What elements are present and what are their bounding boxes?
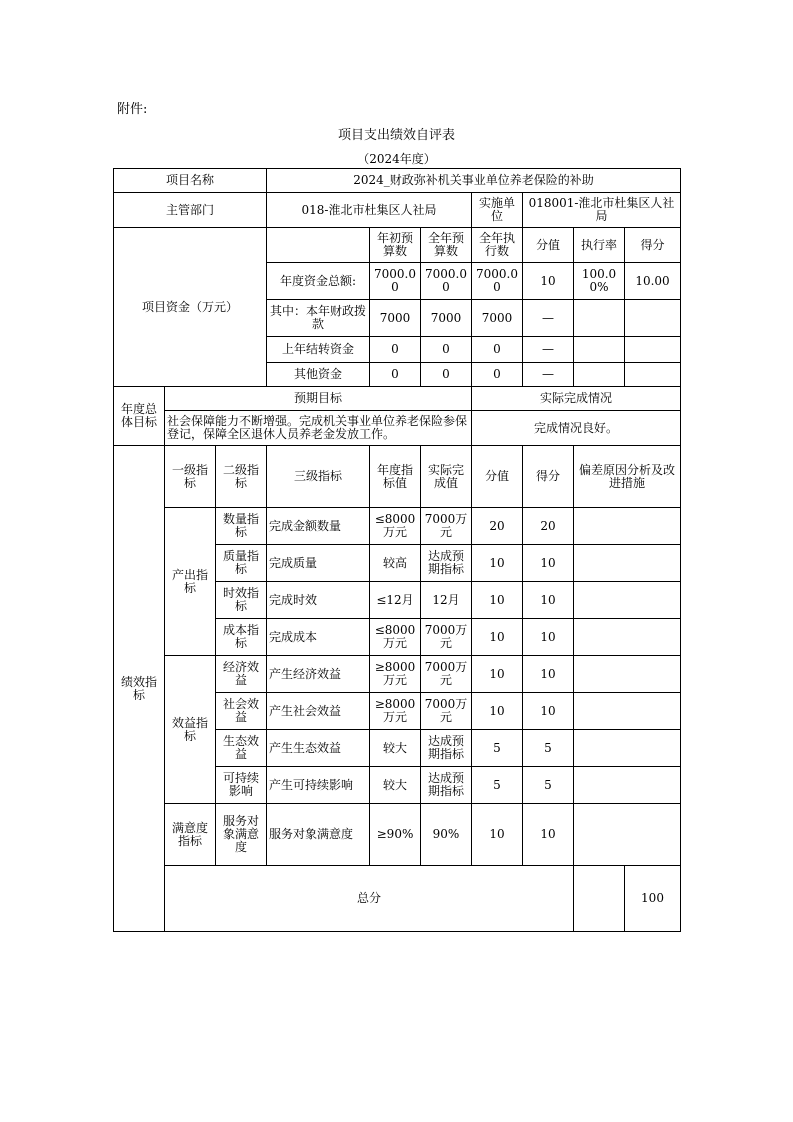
indicator-weight: 10 (472, 582, 523, 619)
level1-indicator: 产出指标 (165, 508, 216, 656)
funds-row-label: 其中：本年财政拨款 (267, 300, 370, 337)
indicator-score: 10 (523, 619, 574, 656)
funds-row-executed: 0 (472, 337, 523, 363)
goals-content-row (114, 411, 681, 446)
goals-expected-text: 社会保障能力不断增强。完成机关事业单位养老保险参保登记，保障全区退休人员养老金发放工作。 (165, 411, 472, 446)
indicator-weight: 5 (472, 767, 523, 804)
funds-row-executed: 7000 (472, 300, 523, 337)
level2-indicator: 社会效益 (216, 693, 267, 730)
indicator-deviation (574, 656, 681, 693)
indicator-actual: 达成预期指标 (421, 730, 472, 767)
performance-header-weight: 分值 (472, 446, 523, 508)
funds-header-score: 得分 (625, 228, 681, 263)
funds-row-label: 年度资金总额: (267, 263, 370, 300)
indicator-score: 5 (523, 730, 574, 767)
funds-header-row (114, 228, 681, 263)
funds-row-annual: 0 (421, 363, 472, 387)
funds-header-executed: 全年执行数 (472, 228, 523, 263)
level2-indicator: 数量指标 (216, 508, 267, 545)
total-label: 总分 (165, 866, 574, 932)
indicator-score: 10 (523, 693, 574, 730)
performance-header-actual: 实际完成值 (421, 446, 472, 508)
performance-header-level3: 三级指标 (267, 446, 370, 508)
performance-header-row (114, 446, 681, 508)
goals-actual-text: 完成情况良好。 (472, 411, 681, 446)
funds-row-weight: — (523, 337, 574, 363)
indicator-target: 较大 (370, 730, 421, 767)
level1-indicator: 效益指标 (165, 656, 216, 804)
funds-row-rate (574, 337, 625, 363)
indicator-deviation (574, 767, 681, 804)
level2-indicator: 经济效益 (216, 656, 267, 693)
funds-row-weight: — (523, 300, 574, 337)
indicator-weight: 5 (472, 730, 523, 767)
funds-row-executed: 7000.00 (472, 263, 523, 300)
indicator-target: ≥90% (370, 804, 421, 866)
funds-row-rate (574, 300, 625, 337)
funds-row-annual: 7000 (421, 300, 472, 337)
funds-row-executed: 0 (472, 363, 523, 387)
funds-label: 项目资金（万元） (114, 228, 267, 387)
funds-row-annual: 0 (421, 337, 472, 363)
level3-indicator: 完成金额数量 (267, 508, 370, 545)
funds-row-label: 其他资金 (267, 363, 370, 387)
indicator-row (114, 656, 681, 693)
indicator-deviation (574, 508, 681, 545)
funds-row-weight: 10 (523, 263, 574, 300)
department-label: 主管部门 (114, 193, 267, 228)
level2-indicator: 时效指标 (216, 582, 267, 619)
indicator-deviation (574, 545, 681, 582)
indicator-score: 10 (523, 656, 574, 693)
funds-row-initial: 7000 (370, 300, 421, 337)
department-value: 018-淮北市杜集区人社局 (267, 193, 472, 228)
level1-indicator: 满意度指标 (165, 804, 216, 866)
department-row (114, 193, 681, 228)
goals-label: 年度总体目标 (114, 387, 165, 446)
indicator-actual: 12月 (421, 582, 472, 619)
level3-indicator: 完成质量 (267, 545, 370, 582)
indicator-target: ≥8000万元 (370, 693, 421, 730)
indicator-row (114, 804, 681, 866)
funds-row-rate (574, 363, 625, 387)
indicator-score: 10 (523, 804, 574, 866)
funds-header-initial: 年初预算数 (370, 228, 421, 263)
indicator-deviation (574, 730, 681, 767)
level3-indicator: 产生生态效益 (267, 730, 370, 767)
funds-row-score: 10.00 (625, 263, 681, 300)
total-weight: 100 (625, 866, 681, 932)
performance-header-level2: 二级指标 (216, 446, 267, 508)
self-evaluation-table (113, 168, 681, 932)
indicator-target: ≤12月 (370, 582, 421, 619)
level2-indicator: 生态效益 (216, 730, 267, 767)
page-title: 项目支出绩效自评表 (337, 128, 455, 143)
performance-label: 绩效指标 (114, 446, 165, 932)
indicator-target: ≥8000万元 (370, 656, 421, 693)
performance-header-deviation: 偏差原因分析及改进措施 (574, 446, 681, 508)
goals-header-row (114, 387, 681, 411)
indicator-weight: 20 (472, 508, 523, 545)
indicator-deviation (574, 693, 681, 730)
attachment-label: 附件: (117, 102, 148, 117)
performance-header-score: 得分 (523, 446, 574, 508)
total-row (114, 866, 681, 932)
level3-indicator: 完成时效 (267, 582, 370, 619)
level2-indicator: 服务对象满意度 (216, 804, 267, 866)
level2-indicator: 成本指标 (216, 619, 267, 656)
indicator-deviation (574, 619, 681, 656)
indicator-weight: 10 (472, 545, 523, 582)
total-blank (574, 866, 625, 932)
funds-row-score (625, 363, 681, 387)
indicator-weight: 10 (472, 619, 523, 656)
indicator-target: 较高 (370, 545, 421, 582)
funds-header-rate: 执行率 (574, 228, 625, 263)
funds-row-label: 上年结转资金 (267, 337, 370, 363)
funds-row-score (625, 337, 681, 363)
goals-expected-header: 预期目标 (165, 387, 472, 411)
indicator-deviation (574, 582, 681, 619)
indicator-target: ≤8000万元 (370, 508, 421, 545)
level3-indicator: 产生经济效益 (267, 656, 370, 693)
implementing-unit-value: 018001-淮北市杜集区人社局 (523, 193, 681, 228)
indicator-target: 较大 (370, 767, 421, 804)
funds-row-score (625, 300, 681, 337)
funds-header-blank (267, 228, 370, 263)
indicator-weight: 10 (472, 804, 523, 866)
level2-indicator: 可持续影响 (216, 767, 267, 804)
page-subtitle: （2024年度） (357, 152, 436, 166)
performance-header-target: 年度指标值 (370, 446, 421, 508)
funds-row-annual: 7000.00 (421, 263, 472, 300)
indicator-actual: 7000万元 (421, 508, 472, 545)
performance-header-level1: 一级指标 (165, 446, 216, 508)
indicator-target: ≤8000万元 (370, 619, 421, 656)
indicator-actual: 达成预期指标 (421, 545, 472, 582)
project-name-label: 项目名称 (114, 169, 267, 193)
level3-indicator: 服务对象满意度 (267, 804, 370, 866)
indicator-actual: 7000万元 (421, 619, 472, 656)
project-name-value: 2024_财政弥补机关事业单位养老保险的补助 (267, 169, 681, 193)
level3-indicator: 产生社会效益 (267, 693, 370, 730)
indicator-score: 10 (523, 545, 574, 582)
indicator-row (114, 508, 681, 545)
level3-indicator: 产生可持续影响 (267, 767, 370, 804)
indicator-score: 20 (523, 508, 574, 545)
level2-indicator: 质量指标 (216, 545, 267, 582)
project-name-row (114, 169, 681, 193)
indicator-score: 10 (523, 582, 574, 619)
funds-header-weight: 分值 (523, 228, 574, 263)
indicator-actual: 7000万元 (421, 656, 472, 693)
funds-row-weight: — (523, 363, 574, 387)
indicator-actual: 7000万元 (421, 693, 472, 730)
funds-row-initial: 0 (370, 337, 421, 363)
funds-row-initial: 7000.00 (370, 263, 421, 300)
indicator-weight: 10 (472, 693, 523, 730)
indicator-weight: 10 (472, 656, 523, 693)
indicator-actual: 达成预期指标 (421, 767, 472, 804)
implementing-unit-label: 实施单位 (472, 193, 523, 228)
goals-actual-header: 实际完成情况 (472, 387, 681, 411)
funds-header-annual: 全年预算数 (421, 228, 472, 263)
funds-row-initial: 0 (370, 363, 421, 387)
indicator-score: 5 (523, 767, 574, 804)
level3-indicator: 完成成本 (267, 619, 370, 656)
indicator-actual: 90% (421, 804, 472, 866)
indicator-deviation (574, 804, 681, 866)
funds-row-rate: 100.00% (574, 263, 625, 300)
